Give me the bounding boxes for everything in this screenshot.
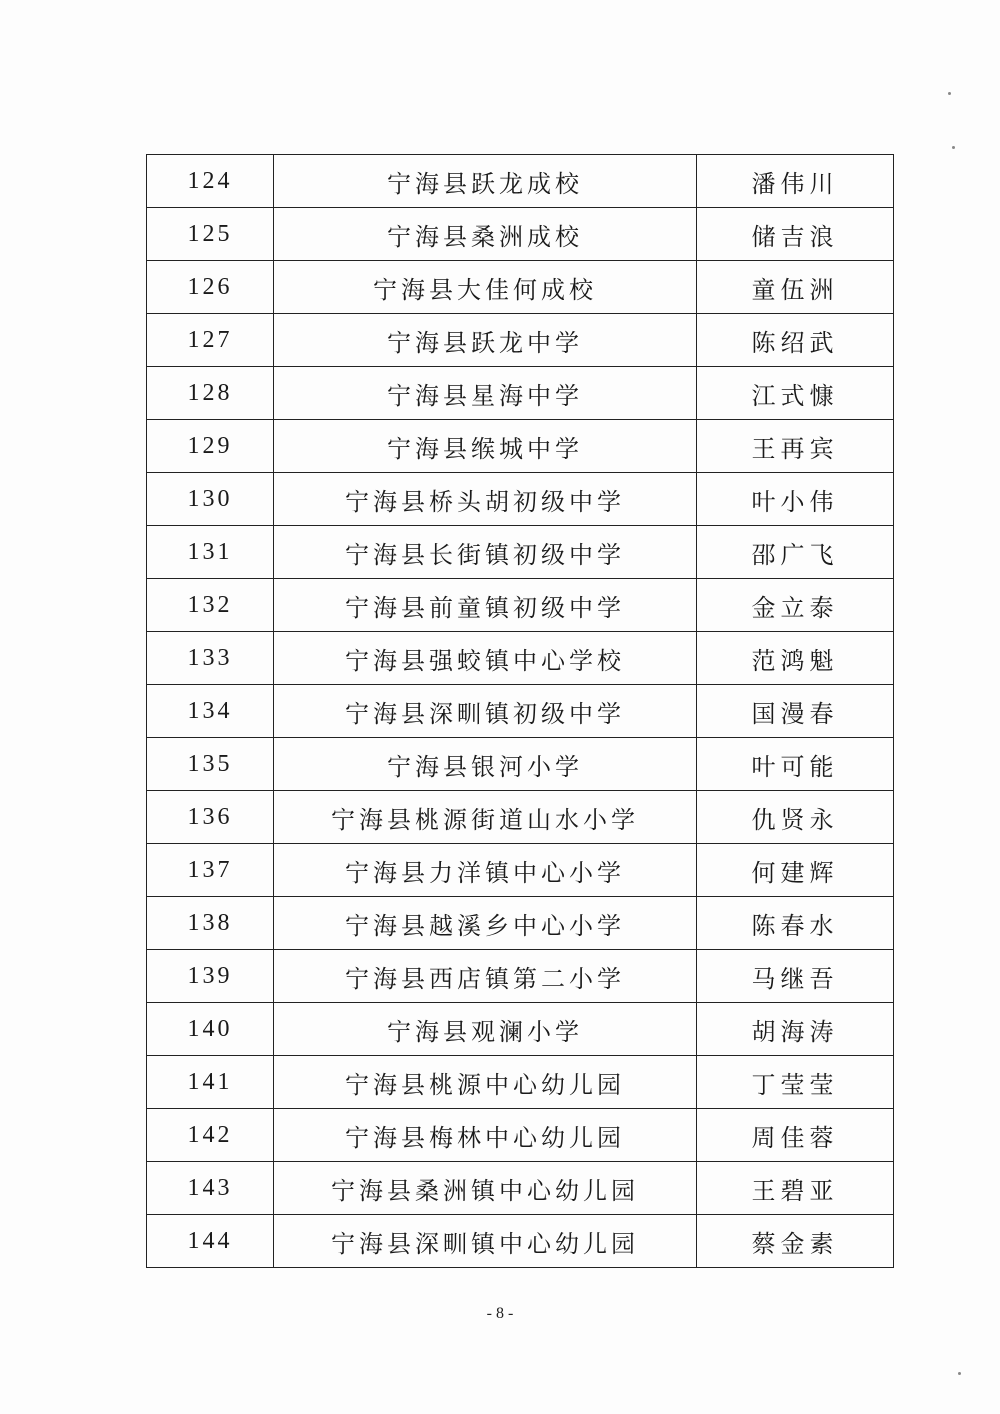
- row-number: 126: [147, 261, 274, 314]
- scan-speck: [952, 146, 955, 149]
- table-row: [147, 526, 894, 579]
- row-number: 142: [147, 1109, 274, 1162]
- school-name: 宁海县越溪乡中心小学: [274, 897, 697, 950]
- person-name: 胡海涛: [697, 1003, 894, 1056]
- roster-table: [146, 154, 894, 1268]
- school-name: 宁海县跃龙成校: [274, 155, 697, 208]
- table-row: [147, 1003, 894, 1056]
- table-row: [147, 208, 894, 261]
- row-number: 143: [147, 1162, 274, 1215]
- school-name: 宁海县深甽镇中心幼儿园: [274, 1215, 697, 1268]
- school-name: 宁海县梅林中心幼儿园: [274, 1109, 697, 1162]
- row-number: 141: [147, 1056, 274, 1109]
- person-name: 陈春水: [697, 897, 894, 950]
- person-name: 储吉浪: [697, 208, 894, 261]
- row-number: 131: [147, 526, 274, 579]
- row-number: 130: [147, 473, 274, 526]
- row-number: 139: [147, 950, 274, 1003]
- school-name: 宁海县大佳何成校: [274, 261, 697, 314]
- school-name: 宁海县桑洲成校: [274, 208, 697, 261]
- row-number: 128: [147, 367, 274, 420]
- person-name: 马继吾: [697, 950, 894, 1003]
- row-number: 129: [147, 420, 274, 473]
- scan-speck: [958, 1372, 961, 1375]
- person-name: 邵广飞: [697, 526, 894, 579]
- school-name: 宁海县跃龙中学: [274, 314, 697, 367]
- row-number: 136: [147, 791, 274, 844]
- row-number: 137: [147, 844, 274, 897]
- person-name: 潘伟川: [697, 155, 894, 208]
- person-name: 何建辉: [697, 844, 894, 897]
- person-name: 王碧亚: [697, 1162, 894, 1215]
- table-row: [147, 1109, 894, 1162]
- person-name: 江式慷: [697, 367, 894, 420]
- person-name: 周佳蓉: [697, 1109, 894, 1162]
- school-name: 宁海县星海中学: [274, 367, 697, 420]
- table-row: [147, 1056, 894, 1109]
- row-number: 135: [147, 738, 274, 791]
- row-number: 125: [147, 208, 274, 261]
- scan-speck: [948, 92, 951, 95]
- table-row: [147, 685, 894, 738]
- school-name: 宁海县桥头胡初级中学: [274, 473, 697, 526]
- school-name: 宁海县观澜小学: [274, 1003, 697, 1056]
- person-name: 叶小伟: [697, 473, 894, 526]
- person-name: 蔡金素: [697, 1215, 894, 1268]
- row-number: 132: [147, 579, 274, 632]
- school-name: 宁海县桃源街道山水小学: [274, 791, 697, 844]
- person-name: 范鸿魁: [697, 632, 894, 685]
- table-row: [147, 367, 894, 420]
- school-name: 宁海县缑城中学: [274, 420, 697, 473]
- table-row: [147, 473, 894, 526]
- row-number: 134: [147, 685, 274, 738]
- school-name: 宁海县长街镇初级中学: [274, 526, 697, 579]
- page-number: - 8 -: [486, 1305, 514, 1322]
- person-name: 陈绍武: [697, 314, 894, 367]
- school-name: 宁海县深甽镇初级中学: [274, 685, 697, 738]
- person-name: 金立泰: [697, 579, 894, 632]
- person-name: 丁莹莹: [697, 1056, 894, 1109]
- person-name: 国漫春: [697, 685, 894, 738]
- table-row: [147, 791, 894, 844]
- table-row: [147, 950, 894, 1003]
- table-row: [147, 738, 894, 791]
- school-name: 宁海县力洋镇中心小学: [274, 844, 697, 897]
- person-name: 仇贤永: [697, 791, 894, 844]
- row-number: 144: [147, 1215, 274, 1268]
- person-name: 王再宾: [697, 420, 894, 473]
- school-name: 宁海县西店镇第二小学: [274, 950, 697, 1003]
- person-name: 童伍洲: [697, 261, 894, 314]
- school-name: 宁海县前童镇初级中学: [274, 579, 697, 632]
- table-row: [147, 1215, 894, 1268]
- table-row: [147, 420, 894, 473]
- row-number: 127: [147, 314, 274, 367]
- roster-body: [147, 155, 894, 1268]
- row-number: 124: [147, 155, 274, 208]
- row-number: 133: [147, 632, 274, 685]
- school-name: 宁海县银河小学: [274, 738, 697, 791]
- school-name: 宁海县强蛟镇中心学校: [274, 632, 697, 685]
- person-name: 叶可能: [697, 738, 894, 791]
- row-number: 138: [147, 897, 274, 950]
- table-row: [147, 844, 894, 897]
- table-row: [147, 632, 894, 685]
- table-row: [147, 1162, 894, 1215]
- row-number: 140: [147, 1003, 274, 1056]
- school-name: 宁海县桑洲镇中心幼儿园: [274, 1162, 697, 1215]
- table-row: [147, 155, 894, 208]
- school-name: 宁海县桃源中心幼儿园: [274, 1056, 697, 1109]
- table-row: [147, 579, 894, 632]
- table-row: [147, 261, 894, 314]
- table-row: [147, 897, 894, 950]
- table-row: [147, 314, 894, 367]
